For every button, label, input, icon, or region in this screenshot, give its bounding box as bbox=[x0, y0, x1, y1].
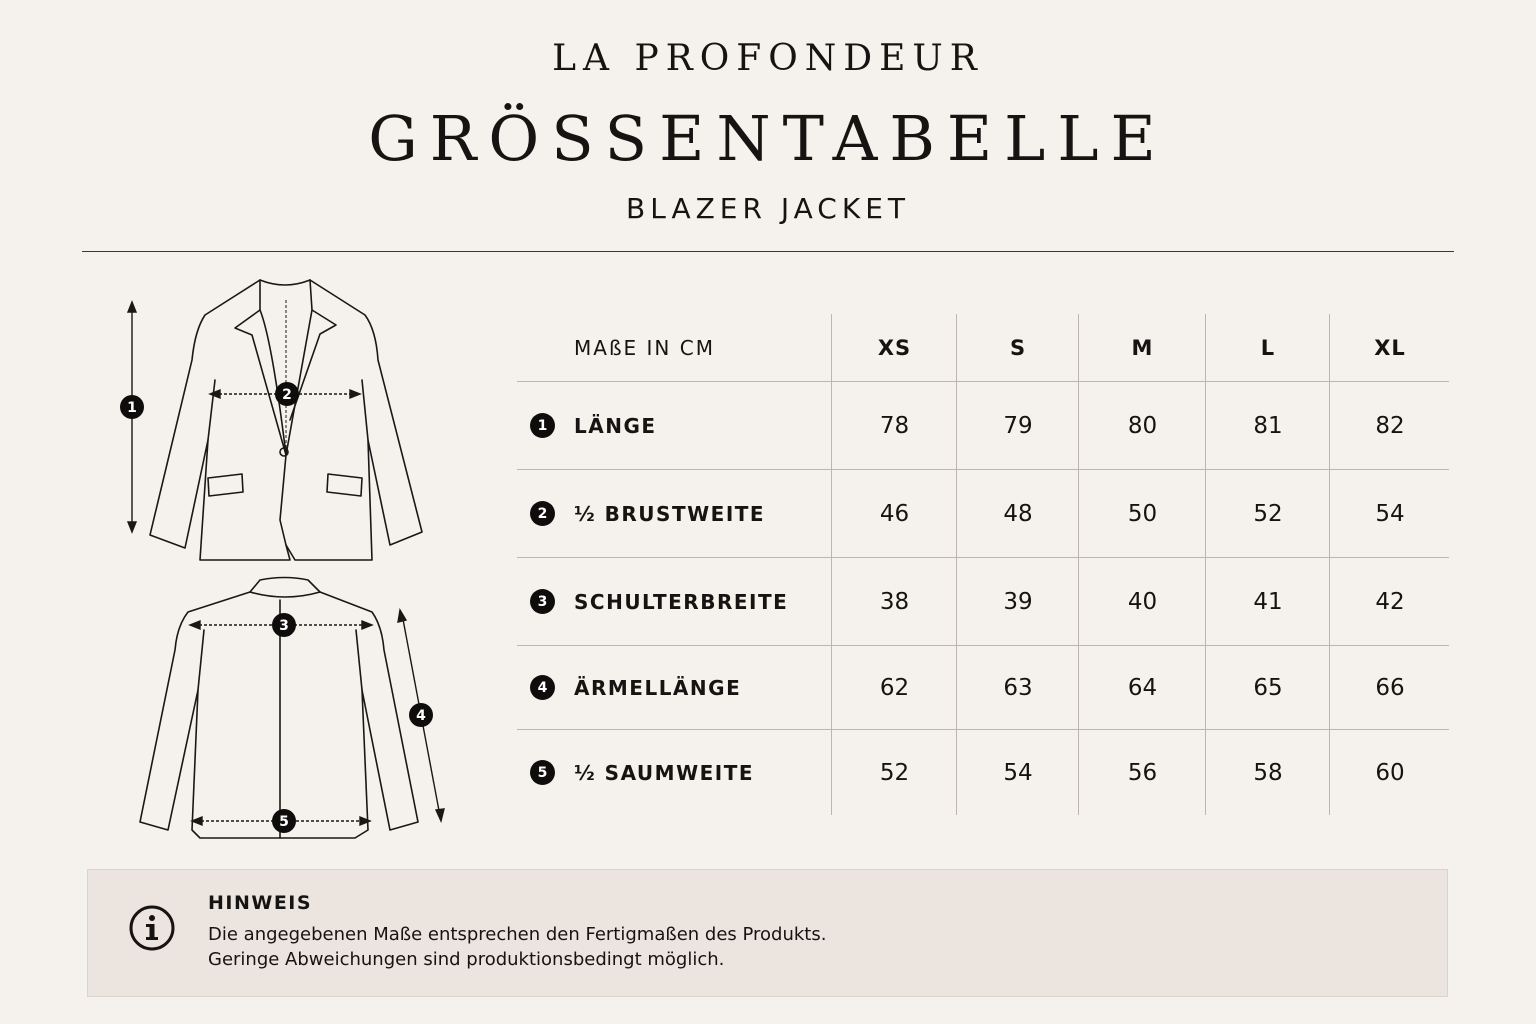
info-icon bbox=[128, 904, 176, 952]
table-cell: 48 bbox=[956, 470, 1079, 557]
size-header-xs: XS bbox=[831, 314, 957, 381]
row-label-cell bbox=[517, 558, 831, 645]
note-text-line-1: Die angegebenen Maße entsprechen den Fertigmaßen des Produkts. bbox=[208, 924, 827, 945]
svg-text:1: 1 bbox=[127, 400, 137, 416]
table-cell: 66 bbox=[1329, 646, 1450, 729]
table-cell: 41 bbox=[1205, 558, 1330, 645]
marker-3 bbox=[272, 613, 296, 637]
size-header-l: L bbox=[1205, 314, 1330, 381]
row-label: ½ BRUSTWEITE bbox=[574, 501, 766, 526]
table-cell: 54 bbox=[956, 730, 1079, 815]
table-cell: 38 bbox=[831, 558, 957, 645]
table-row bbox=[517, 646, 1449, 730]
table-cell: 64 bbox=[1078, 646, 1206, 729]
svg-text:2: 2 bbox=[282, 387, 292, 403]
table-header-cell bbox=[517, 314, 831, 381]
row-label: SCHULTERBREITE bbox=[574, 589, 789, 614]
row-label: ÄRMELLÄNGE bbox=[574, 675, 742, 700]
size-header-m: M bbox=[1078, 314, 1206, 381]
size-header-xl: XL bbox=[1329, 314, 1450, 381]
row-label-cell bbox=[517, 382, 831, 469]
row-number-badge: 4 bbox=[530, 675, 555, 700]
table-cell: 52 bbox=[1205, 470, 1330, 557]
header-divider bbox=[82, 251, 1454, 252]
svg-text:3: 3 bbox=[279, 618, 289, 634]
blazer-illustrations bbox=[100, 270, 460, 860]
header-label: MAßE IN CM bbox=[574, 335, 715, 360]
table-cell: 54 bbox=[1329, 470, 1450, 557]
size-header-s: S bbox=[956, 314, 1079, 381]
table-row bbox=[517, 470, 1449, 558]
table-cell: 63 bbox=[956, 646, 1079, 729]
marker-2 bbox=[275, 382, 299, 406]
table-cell: 39 bbox=[956, 558, 1079, 645]
table-cell: 78 bbox=[831, 382, 957, 469]
marker-1 bbox=[120, 395, 144, 419]
marker-4 bbox=[409, 703, 433, 727]
svg-text:4: 4 bbox=[416, 708, 426, 724]
row-label-cell bbox=[517, 646, 831, 729]
brand-name: LA PROFONDEUR bbox=[552, 38, 984, 79]
note-title: HINWEIS bbox=[208, 892, 313, 914]
table-cell: 58 bbox=[1205, 730, 1330, 815]
row-number-badge: 2 bbox=[530, 501, 555, 526]
table-cell: 81 bbox=[1205, 382, 1330, 469]
marker-5 bbox=[272, 809, 296, 833]
row-number-badge: 1 bbox=[530, 413, 555, 438]
row-label: LÄNGE bbox=[574, 413, 657, 438]
table-cell: 65 bbox=[1205, 646, 1330, 729]
row-label: ½ SAUMWEITE bbox=[574, 760, 755, 785]
note-text-line-2: Geringe Abweichungen sind produktionsbedingt möglich. bbox=[208, 949, 725, 970]
table-cell: 82 bbox=[1329, 382, 1450, 469]
note-box bbox=[87, 869, 1448, 997]
table-row bbox=[517, 382, 1449, 470]
table-cell: 40 bbox=[1078, 558, 1206, 645]
table-cell: 46 bbox=[831, 470, 957, 557]
row-label-cell bbox=[517, 470, 831, 557]
table-cell: 80 bbox=[1078, 382, 1206, 469]
table-cell: 62 bbox=[831, 646, 957, 729]
table-cell: 79 bbox=[956, 382, 1079, 469]
table-cell: 52 bbox=[831, 730, 957, 815]
table-row bbox=[517, 558, 1449, 646]
table-cell: 50 bbox=[1078, 470, 1206, 557]
size-table bbox=[517, 314, 1449, 815]
table-cell: 56 bbox=[1078, 730, 1206, 815]
table-row bbox=[517, 730, 1449, 815]
table-header-row bbox=[517, 314, 1449, 382]
product-subtitle: BLAZER JACKET bbox=[626, 192, 910, 225]
svg-text:5: 5 bbox=[279, 814, 289, 830]
page-title: GRÖSSENTABELLE bbox=[368, 102, 1168, 175]
row-number-badge: 5 bbox=[530, 760, 555, 785]
table-cell: 60 bbox=[1329, 730, 1450, 815]
row-label-cell bbox=[517, 730, 831, 815]
row-number-badge: 3 bbox=[530, 589, 555, 614]
table-cell: 42 bbox=[1329, 558, 1450, 645]
